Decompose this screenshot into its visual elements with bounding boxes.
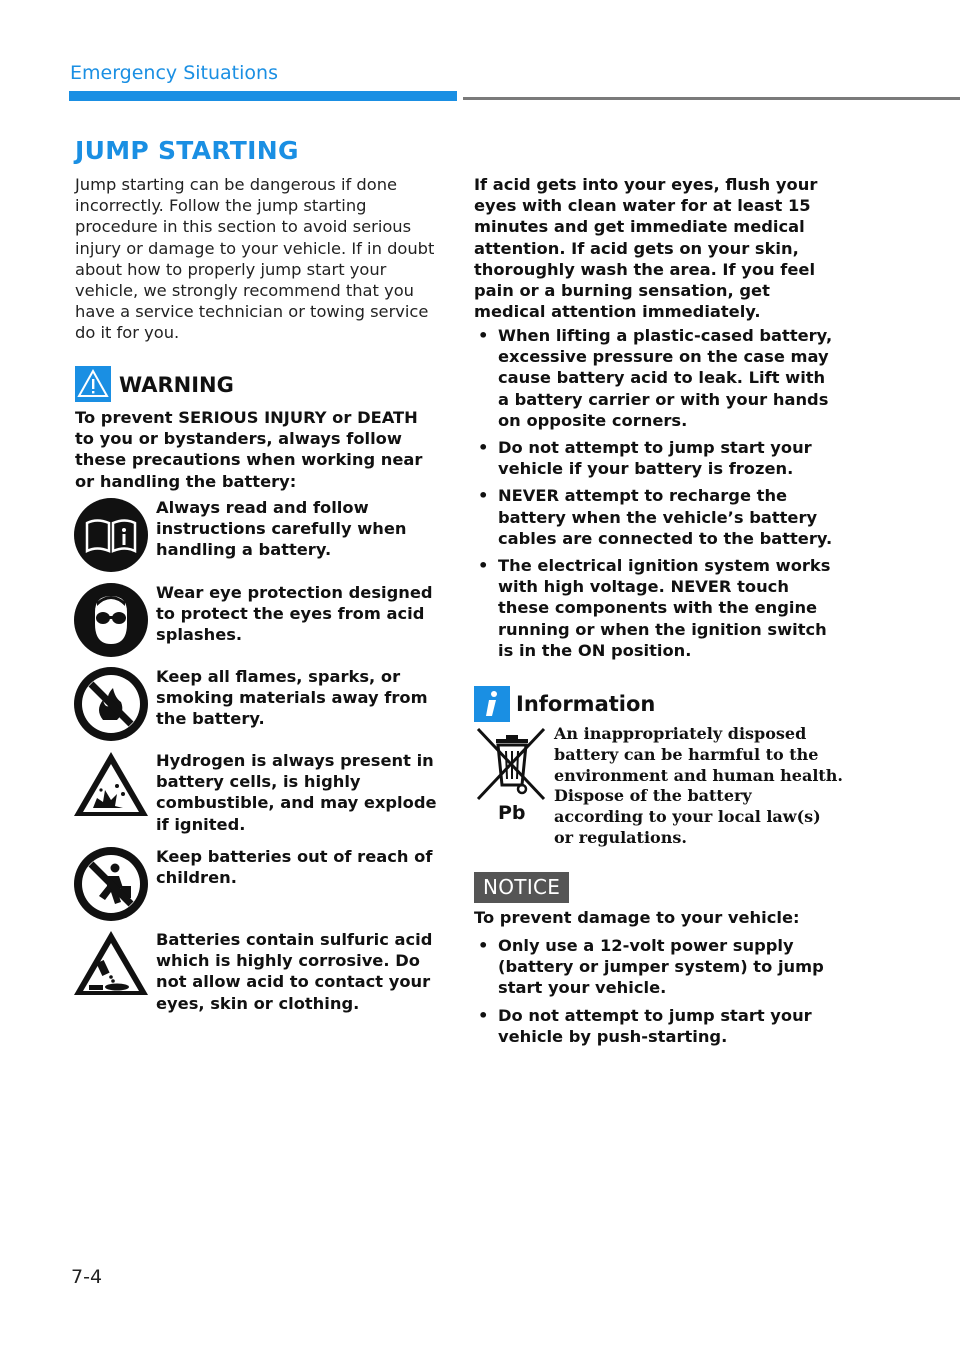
- page-heading: JUMP STARTING: [75, 136, 299, 165]
- section-title: Emergency Situations: [70, 62, 278, 84]
- list-item: • Do not attempt to jump start your vehicle by push-starting.: [478, 1005, 812, 1046]
- eye-protection-icon: [73, 582, 149, 658]
- bullet-icon: •: [478, 556, 489, 576]
- notice-badge: NOTICE: [474, 872, 569, 903]
- intro-paragraph: Jump starting can be dangerous if done incorrectly. Follow the jump starting procedure in this section to avoid serious injury or damage to your vehicle. If in doubt about how to properly jump start your vehicle, we strongly recommend that you have a service technician or towing service do it for you.: [75, 175, 435, 343]
- no-flames-icon: [73, 666, 149, 742]
- corrosive-acid-icon: [73, 929, 149, 1005]
- battery-safety-list: [474, 325, 834, 667]
- keep-away-children-icon: [73, 846, 149, 922]
- bullet-icon: •: [478, 438, 489, 458]
- header-accent-bar: [69, 91, 457, 101]
- acid-first-aid-paragraph: If acid gets into your eyes, flush your eyes with clean water for at least 15 minutes and get immediate medical attention. If acid gets on your skin, thoroughly wash the area. If you feel pain or a burning sensation, get medical attention immediately.: [474, 175, 818, 322]
- warning-item-text: Always read and follow instructions carefully when handling a battery.: [156, 498, 407, 560]
- list-item: • When lifting a plastic-cased battery, excessive pressure on the case may cause battery acid to leak. Lift with a battery carrier or with your hands on opposite corners.: [478, 326, 833, 430]
- list-item: • The electrical ignition system works with high voltage. NEVER touch these components with the engine running or when the ignition switch is in the ON position.: [478, 556, 831, 660]
- bullet-icon: •: [478, 936, 489, 955]
- warning-item-text: Wear eye protection designed to protect the eyes from acid splashes.: [156, 583, 433, 645]
- list-item: • Only use a 12-volt power supply (battery or jumper system) to jump start your vehicle.: [478, 936, 824, 998]
- information-icon: [474, 686, 510, 722]
- information-label: Information: [516, 692, 656, 716]
- warning-item-text: Keep all flames, sparks, or smoking materials away from the battery.: [156, 667, 428, 729]
- header-divider: [463, 97, 960, 100]
- warning-item-text: Keep batteries out of reach of children.: [156, 847, 433, 888]
- warning-item-text: Batteries contain sulfuric acid which is highly corrosive. Do not allow acid to contact your eyes, skin or clothing.: [156, 930, 433, 1013]
- crossed-bin-icon: [474, 727, 548, 823]
- bin-icon-label: Pb: [498, 802, 526, 823]
- warning-triangle-icon: [75, 366, 111, 402]
- warning-label: WARNING: [119, 373, 234, 397]
- notice-list: [474, 935, 834, 1053]
- notice-lead: To prevent damage to your vehicle:: [474, 908, 800, 927]
- information-text: An inappropriately disposed battery can be harmful to the environment and human health. Dispose of the battery according to your local law(s) or regulations.: [554, 724, 843, 847]
- warning-lead: To prevent SERIOUS INJURY or DEATH to you or bystanders, always follow these precautions when working near or handling the battery:: [75, 408, 423, 491]
- bullet-icon: •: [478, 1005, 489, 1025]
- list-item: • NEVER attempt to recharge the battery when the vehicle’s battery cables are connected to the battery.: [478, 486, 833, 548]
- bullet-icon: •: [478, 326, 489, 345]
- bullet-icon: •: [478, 486, 489, 506]
- warning-item-text: Hydrogen is always present in battery cells, is highly combustible, and may explode if ignited.: [156, 751, 437, 834]
- explosion-hazard-icon: [73, 750, 149, 826]
- page-number: 7-4: [71, 1266, 103, 1288]
- read-manual-icon: [73, 497, 149, 573]
- list-item: • Do not attempt to jump start your vehicle if your battery is frozen.: [478, 438, 812, 479]
